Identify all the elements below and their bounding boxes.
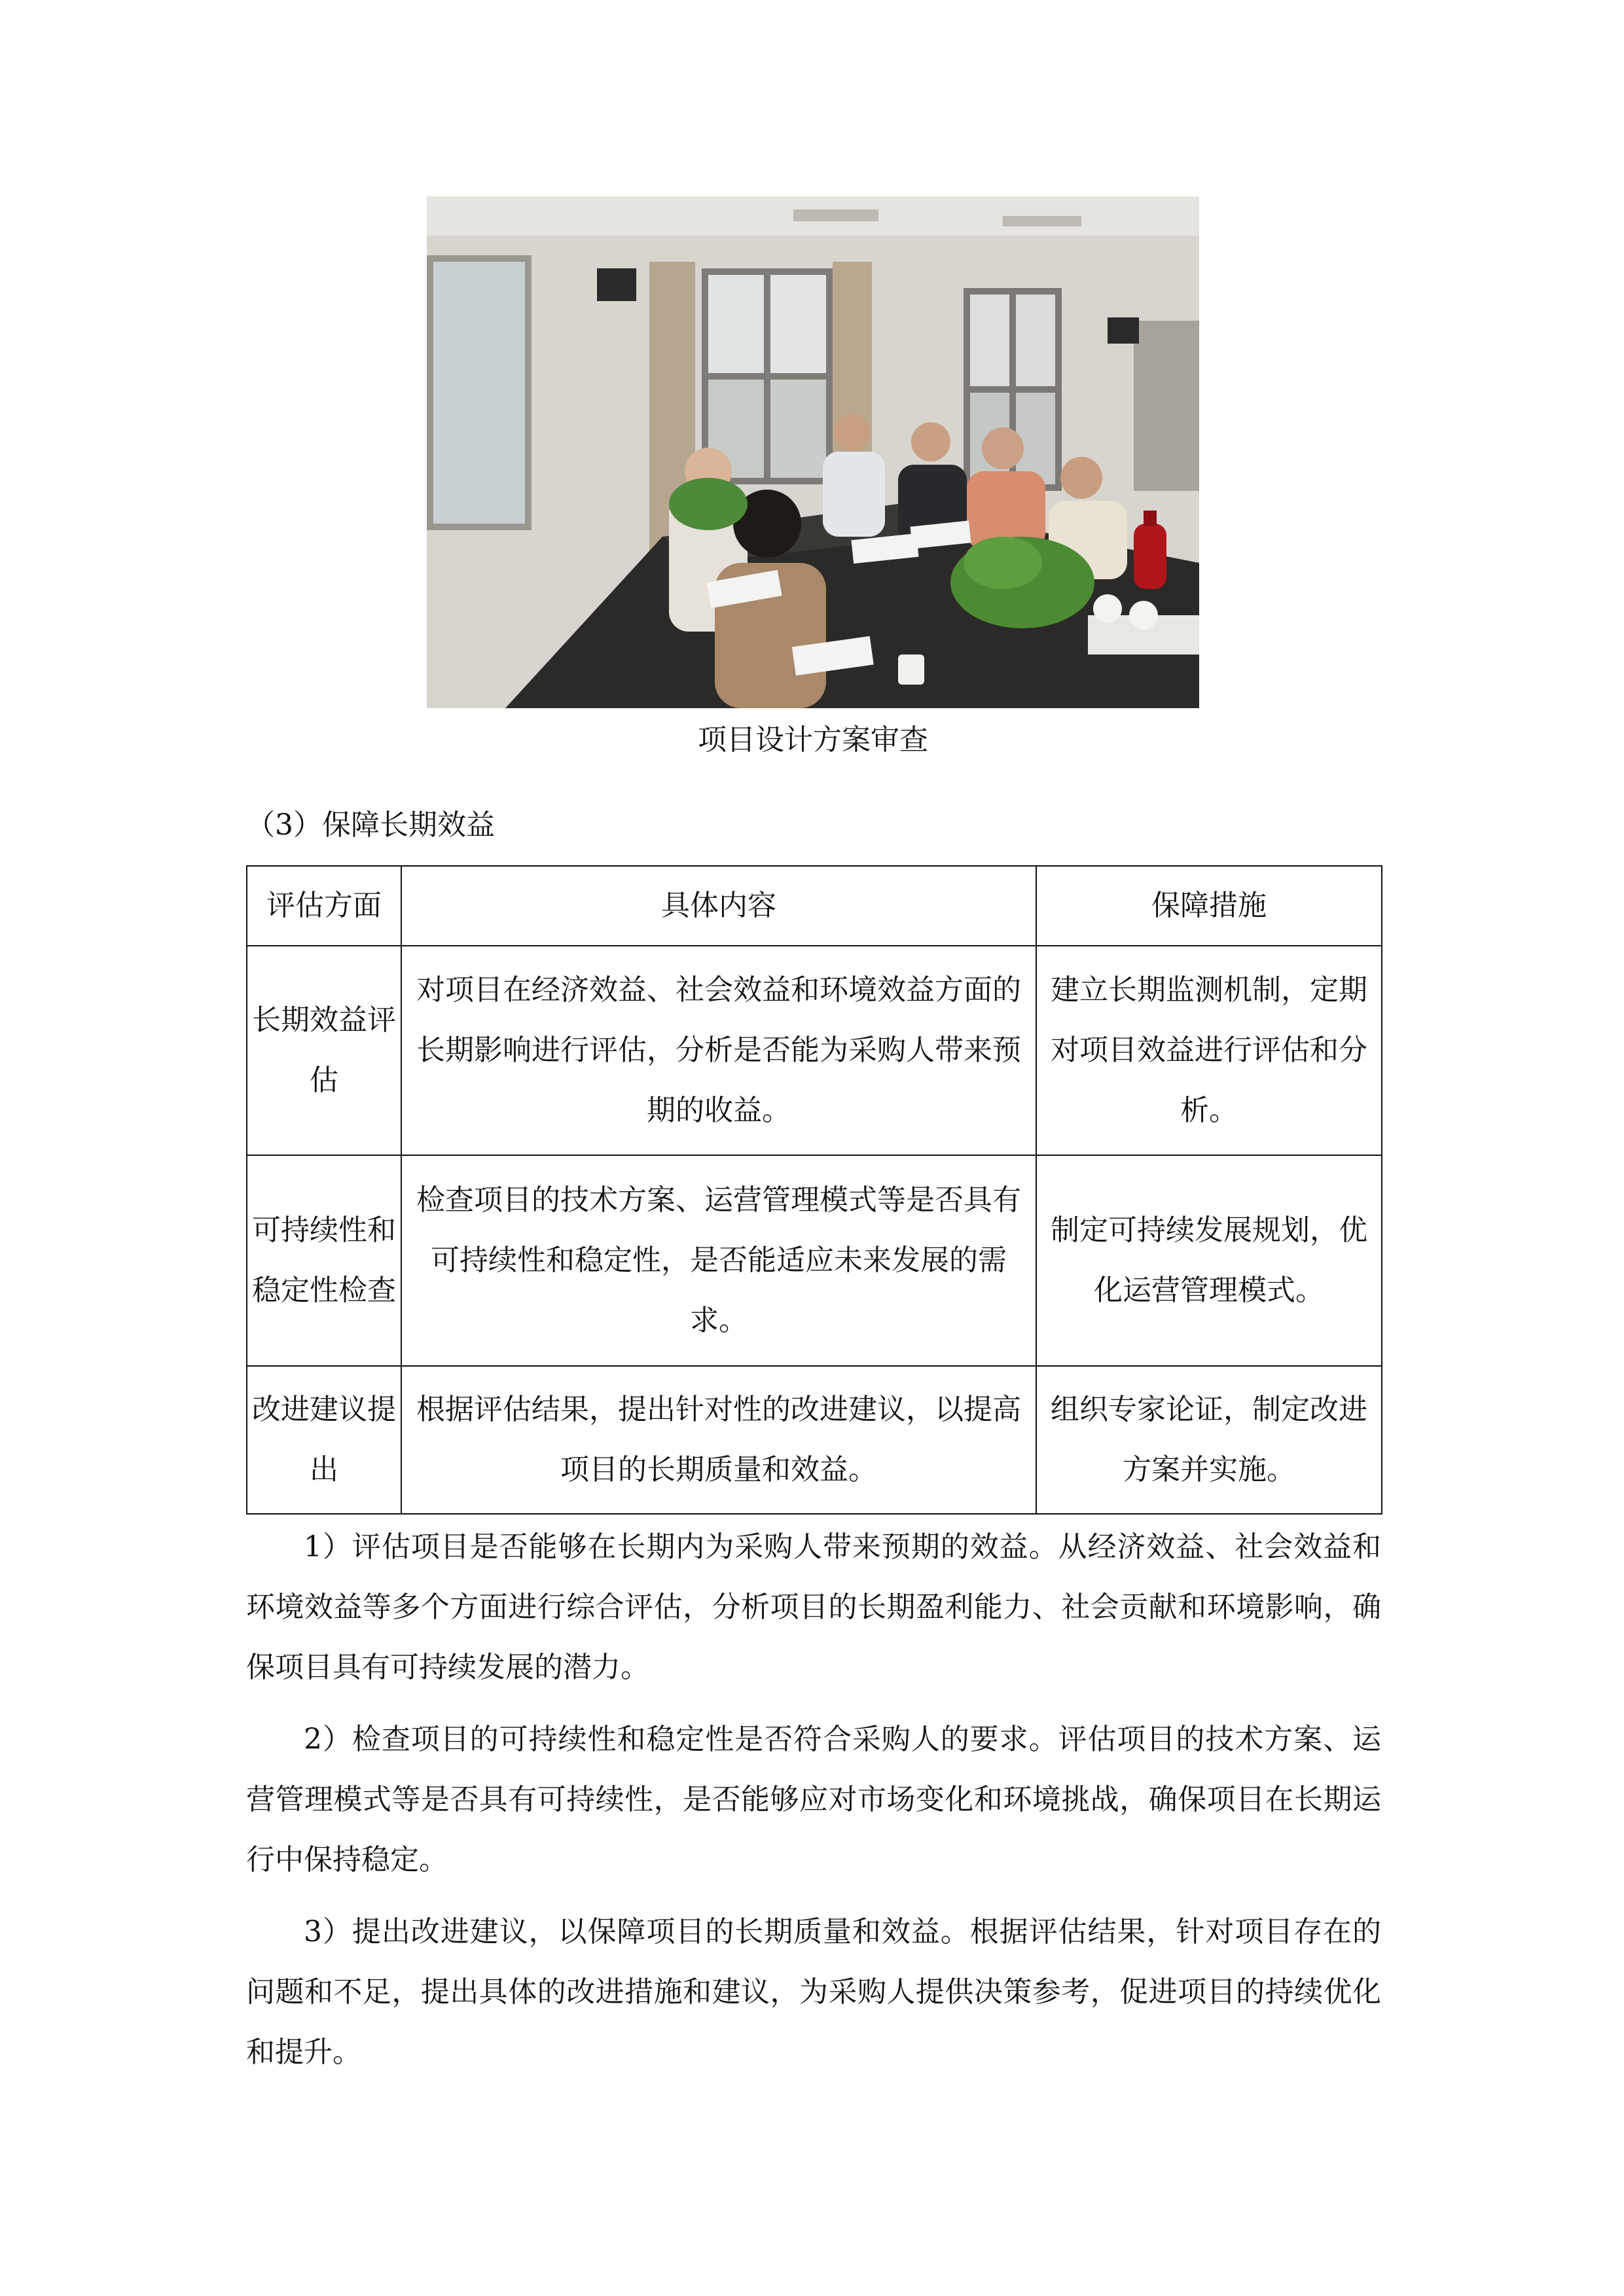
paragraph: 1）评估项目是否能够在长期内为采购人带来预期的效益。从经济效益、社会效益和环境效益等多个方面进行综合评估，分析项目的长期盈利能力、社会贡献和环境影响，确保项目具有可持续发展的潜力。	[246, 1530, 1381, 1684]
aspect-cell: 改进建议提出	[247, 1366, 401, 1514]
content-cell: 检查项目的技术方案、运营管理模式等是否具有可持续性和稳定性，是否能适应未来发展的需求。	[401, 1155, 1036, 1366]
paragraph: 3）提出改进建议，以保障项目的长期质量和效益。根据评估结果，针对项目存在的问题和不足，提出具体的改进措施和建议，为采购人提供决策参考，促进项目的持续优化和提升。	[246, 1915, 1381, 2069]
content-cell: 根据评估结果，提出针对性的改进建议，以提高项目的长期质量和效益。	[401, 1366, 1036, 1514]
section-heading: （3）保障长期效益	[246, 808, 495, 842]
figure-caption: 项目设计方案审查	[698, 723, 928, 757]
table-row	[247, 1366, 1382, 1514]
content-cell: 对项目在经济效益、社会效益和环境效益方面的长期影响进行评估，分析是否能为采购人带来预期的收益。	[401, 946, 1036, 1155]
measure-cell: 制定可持续发展规划，优化运营管理模式。	[1036, 1155, 1382, 1366]
paragraph: 2）检查项目的可持续性和稳定性是否符合采购人的要求。评估项目的技术方案、运营管理模式等是否具有可持续性，是否能够应对市场变化和环境挑战，确保项目在长期运行中保持稳定。	[246, 1723, 1381, 1876]
meeting-room-illustration	[427, 196, 1199, 708]
table-row	[247, 1155, 1382, 1366]
header-cell-measure: 保障措施	[1036, 866, 1382, 946]
header-cell-content: 具体内容	[401, 866, 1036, 946]
body-text	[246, 1517, 1381, 2094]
aspect-cell: 可持续性和稳定性检查	[247, 1155, 401, 1366]
measure-cell: 组织专家论证，制定改进方案并实施。	[1036, 1366, 1382, 1514]
meeting-photo	[427, 196, 1199, 708]
header-cell-aspect: 评估方面	[247, 866, 401, 946]
aspect-cell: 长期效益评估	[247, 946, 401, 1155]
table-header-row	[247, 866, 1382, 946]
measure-cell: 建立长期监测机制，定期对项目效益进行评估和分析。	[1036, 946, 1382, 1155]
table-row	[247, 946, 1382, 1155]
assessment-table	[246, 865, 1382, 1515]
